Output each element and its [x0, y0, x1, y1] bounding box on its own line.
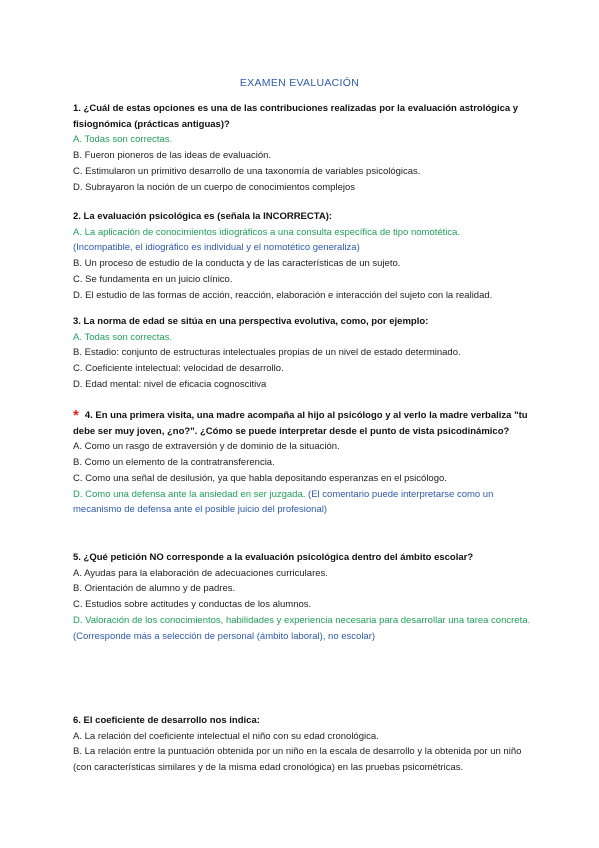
option-d: D. Subrayaron la noción de un cuerpo de conocimientos complejos: [73, 181, 355, 193]
question-stem: 6. El coeficiente de desarrollo nos indica:: [73, 715, 260, 726]
question-stem-text: 4. En una primera visita, una madre acompaña al hijo al psicólogo y al verlo la madre verbaliza "tu debe ser muy joven, ¿no?". ¿Cómo se puede interpretar desde el punto de vista psicodinámico?: [73, 410, 528, 437]
option-d-text: D. Valoración de los conocimientos, habilidades y experiencia necesaria para desarrollar una tarea concreta.: [73, 614, 531, 626]
option-b: B. La relación entre la puntuación obtenida por un niño en la escala de desarrollo y la obtenida por un niño (con características similares y de la misma edad cronológica) en las pruebas psicométricas.: [73, 746, 522, 774]
option-a: A. Ayudas para la elaboración de adecuaciones curriculares.: [73, 567, 328, 579]
option-b: B. Estadio: conjunto de estructuras intelectuales propias de un nivel de estado determinado.: [73, 347, 461, 359]
answer-note: (El comentario puede interpretarse como un mecanismo de defensa ante el posible juicio del profesional): [73, 488, 494, 516]
option-a: A. Todas son correctas.: [73, 331, 173, 343]
question-stem: 3. La norma de edad se sitúa en una perspectiva evolutiva, como, por ejemplo:: [73, 316, 429, 327]
option-c: C. Coeficiente intelectual: velocidad de desarrollo.: [73, 363, 284, 375]
option-a: A. Como un rasgo de extraversión y de dominio de la situación.: [73, 441, 340, 453]
option-a: A. Todas son correctas.: [73, 134, 173, 146]
option-c: C. Estudios sobre actitudes y conductas de los alumnos.: [73, 599, 312, 611]
option-d: [73, 487, 533, 518]
option-c: C. Estimularon un primitivo desarrollo de una taxonomía de variables psicológicas.: [73, 165, 421, 177]
important-marker: *: [73, 407, 79, 424]
option-d: D. Edad mental: nivel de eficacia cognoscitiva: [73, 378, 267, 390]
question-4: [73, 406, 533, 518]
option-a: A. La relación del coeficiente intelectual el niño con su edad cronológica.: [73, 730, 379, 742]
option-b: B. Como un elemento de la contratransferencia.: [73, 457, 275, 469]
option-b: B. Fueron pioneros de las ideas de evaluación.: [73, 150, 272, 162]
option-c: C. Se fundamenta en un juicio clínico.: [73, 273, 233, 285]
answer-note: (Incompatible, el idiográfico es individual y el nomotético generaliza): [73, 242, 360, 254]
question-3: [73, 314, 533, 393]
option-d: [73, 613, 533, 644]
question-stem: 5. ¿Qué petición NO corresponde a la evaluación psicológica dentro del ámbito escolar?: [73, 552, 474, 563]
option-a: A. La aplicación de conocimientos idiográficos a una consulta específica de tipo nomotética.: [73, 226, 461, 238]
option-b: B. Orientación de alumno y de padres.: [73, 583, 236, 595]
option-d-text: D. Como una defensa ante la ansiedad en ser juzgada.: [73, 488, 306, 500]
option-b: B. Un proceso de estudio de la conducta y de las características de un sujeto.: [73, 258, 401, 270]
page-title: EXAMEN EVALUACIÓN: [239, 77, 360, 89]
question-stem: 1. ¿Cuál de estas opciones es una de las contribuciones realizadas por la evaluación astrológica y fisiognómica (prácticas antiguas)?: [73, 103, 519, 130]
question-stem: 2. La evaluación psicológica es (señala la INCORRECTA):: [73, 211, 333, 222]
question-1: [73, 101, 533, 195]
answer-note: (Corresponde más a selección de personal (ámbito laboral), no escolar): [73, 630, 376, 642]
option-c: C. Como una señal de desilusión, ya que habla depositando esperanzas en el psicólogo.: [73, 472, 447, 484]
question-5: [73, 550, 533, 644]
question-stem: [73, 406, 533, 439]
question-6: [73, 713, 533, 776]
question-2: [73, 209, 533, 303]
option-d: D. El estudio de las formas de acción, reacción, elaboración e interacción del sujeto con la realidad.: [73, 289, 493, 301]
